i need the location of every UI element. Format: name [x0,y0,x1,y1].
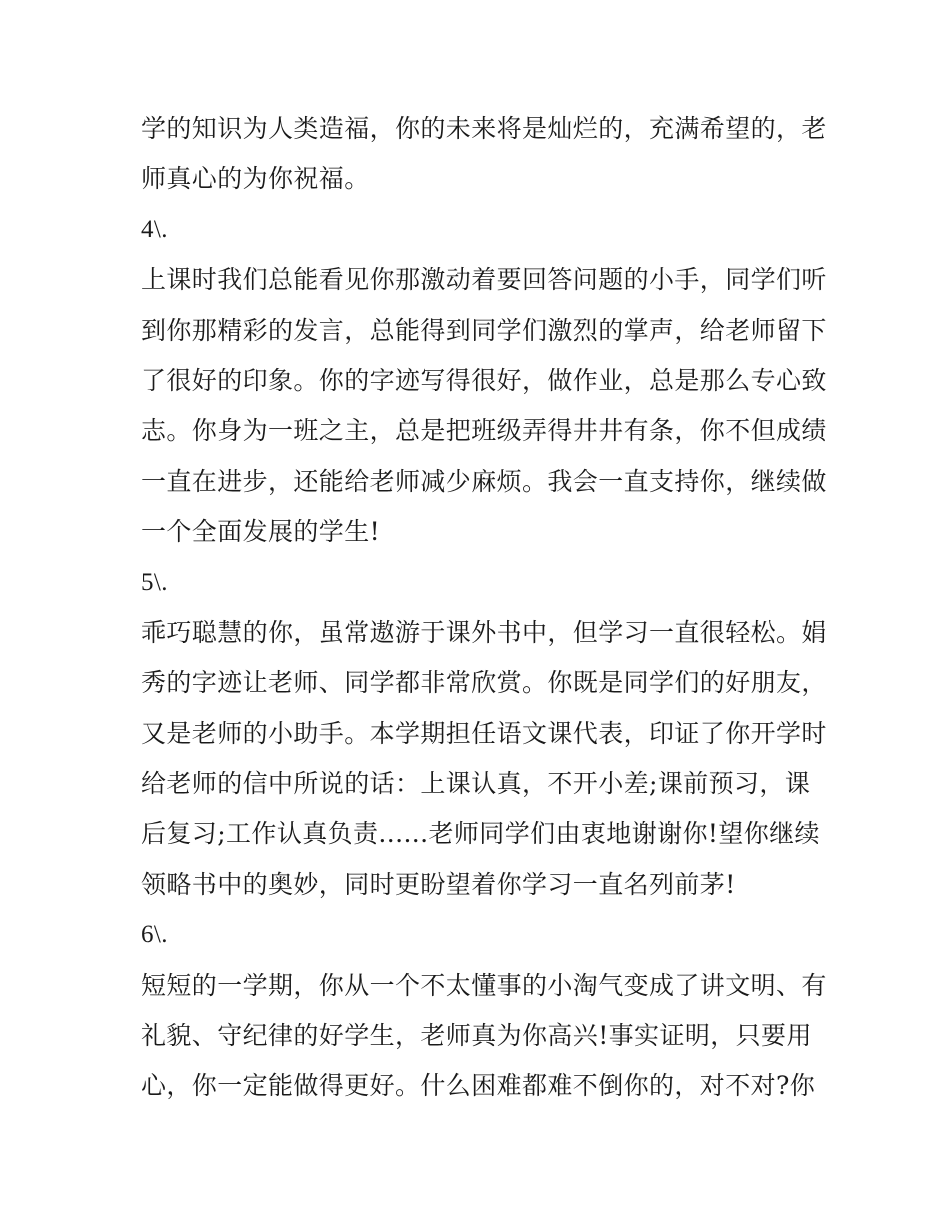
text-line: 上课时我们总能看见你那激动着要回答问题的小手，同学们听 [141,265,827,295]
paragraph-item-4 [141,255,827,557]
text-line: 到你那精彩的发言，总能得到同学们激烈的掌声，给老师留下 [141,315,827,345]
text-line: 学的知识为人类造福，你的未来将是灿烂的，充满希望的，老 [141,114,827,143]
paragraph-item-6 [141,961,827,1112]
text-line: 又是老师的小助手。本学期担任语文课代表，印证了你开学时 [141,718,827,748]
text-line: 志。你身为一班之主，总是把班级弄得井井有条，你不但成绩 [141,416,827,446]
text-line: 一直在进步，还能给老师减少麻烦。我会一直支持你，继续做 [141,466,827,496]
paragraph-item-5 [141,608,827,910]
text-line: 礼貌、守纪律的好学生，老师真为你高兴!事实证明，只要用 [141,1021,812,1051]
paragraph-continued [141,104,827,205]
text-line: 短短的一学期，你从一个不太懂事的小淘气变成了讲文明、有 [141,970,827,1000]
item-number-6: 6\. [141,921,168,949]
text-line: 一个全面发展的学生! [141,517,381,547]
text-line: 乖巧聪慧的你，虽常遨游于课外书中，但学习一直很轻松。娟 [141,617,827,647]
item-number-5: 5\. [141,568,168,596]
item-number-4: 4\. [141,215,168,243]
text-line: 了很好的印象。你的字迹写得很好，做作业，总是那么专心致 [141,365,827,395]
text-line: 师真心的为你祝福。 [141,164,370,194]
text-line: 给老师的信中所说的话：上课认真，不开小差;课前预习，课 [141,769,811,799]
text-line: 后复习;工作认真负责......老师同学们由衷地谢谢你!望你继续 [141,819,820,849]
text-line: 秀的字迹让老师、同学都非常欣赏。你既是同学们的好朋友， [141,668,827,698]
document-body [141,104,827,1112]
text-line: 心，你一定能做得更好。什么困难都难不倒你的，对不对?你 [141,1071,816,1101]
text-line: 领略书中的奥妙，同时更盼望着你学习一直名列前茅! [141,869,736,899]
